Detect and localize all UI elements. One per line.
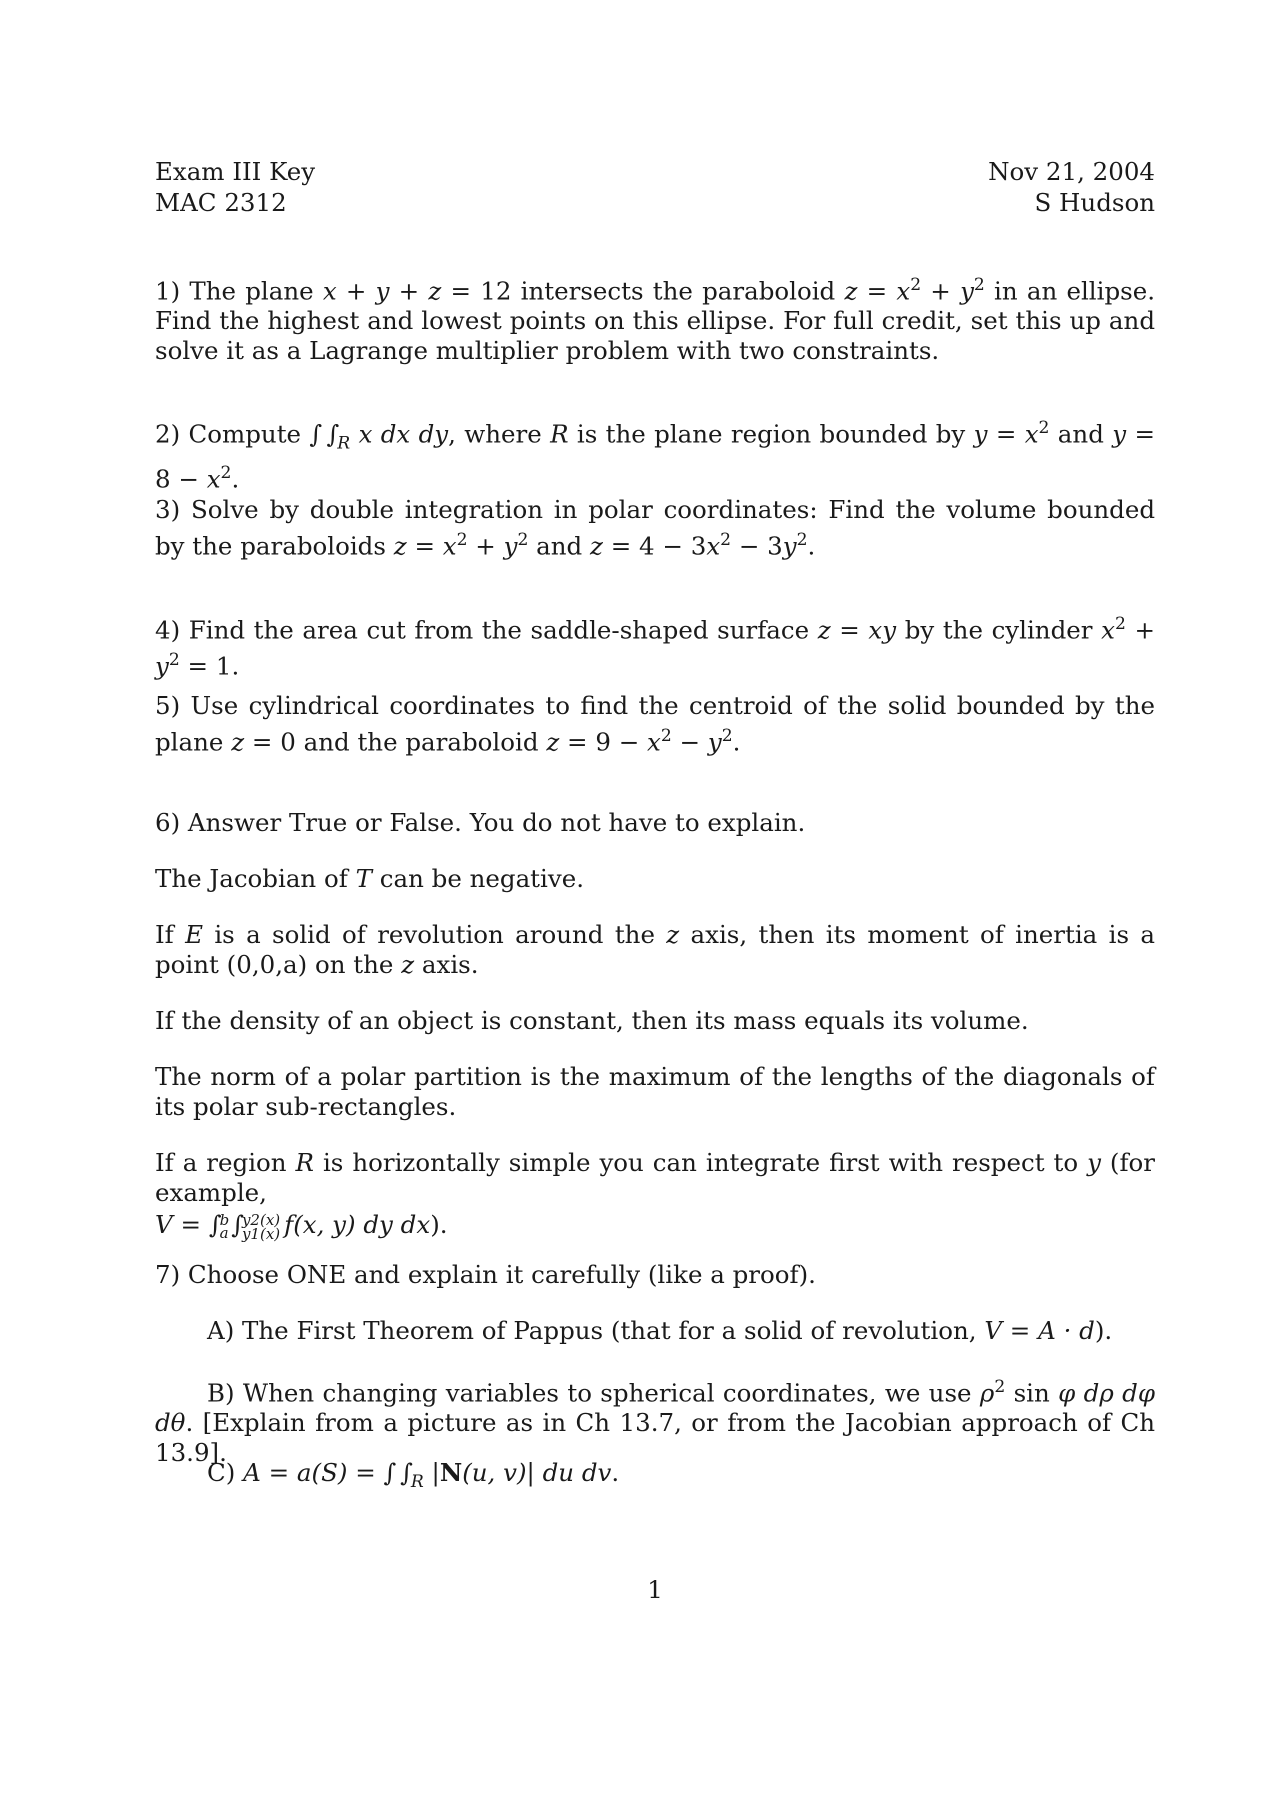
- q6-statement-3: If the density of an object is constant, then its mass equals its volume.: [155, 1006, 1029, 1035]
- course-code: MAC 2312: [155, 188, 287, 217]
- instructor: S Hudson: [1034, 188, 1155, 217]
- header-left: [155, 157, 755, 219]
- header-right: [755, 157, 1155, 219]
- q6-statement-1: The Jacobian of T can be negative.: [155, 864, 584, 893]
- q6-statement-5-formula: V = ∫ b a ∫ y2(x) y1(x) f(x, y) dy dx).: [155, 1210, 448, 1243]
- q6-statement-2: If E is a solid of revolution around the z axis, then its moment of inertia is a point (0,0,a) on the z axis.: [155, 920, 1155, 979]
- question-2-text: 2) Compute ∫ $\int_R$ x dx dy, where R is the plane region bounded by $y = x^2$ and $y = 8 - x^2$.: [155, 418, 1155, 494]
- question-5: [155, 691, 1155, 757]
- question-1: [155, 270, 1155, 366]
- question-3-text: 3) Solve by double integration in polar coordinates: Find the volume bounded by the paraboloids $z = x^2 + y^2$ and $z = 4 - 3x^2 - 3y^2$.: [155, 495, 1155, 561]
- exam-title: Exam III Key: [155, 157, 316, 186]
- question-6-intro: 6) Answer True or False. You do not have to explain.: [155, 808, 806, 837]
- question-3: [155, 495, 1155, 561]
- q6-statement-4: The norm of a polar partition is the maximum of the lengths of the diagonals of its polar sub-rectangles.: [155, 1062, 1155, 1121]
- q6-statement-5: If a region R is horizontally simple you can integrate first with respect to y (for example, V = ∫ b a ∫ y2(x) y1(x) f(x, y) dy dx).: [155, 1148, 1155, 1243]
- question-5-text: 5) Use cylindrical coordinates to find the centroid of the solid bounded by the plane z = 0 and the paraboloid $z = 9 - x^2 - y^2$.: [155, 691, 1155, 757]
- q7-option-c: C) A = a(S) = ∫ $\int_R$ |N(u, v)| du dv.: [207, 1458, 620, 1492]
- question-2: [155, 413, 1155, 495]
- q7-option-b: B) When changing variables to spherical coordinates, we use $\rho^2$ sin φ dρ dφ dθ. [Explain from a picture as in Ch 13.7, or from the Jacobian approach of Ch 13.9].: [155, 1377, 1155, 1468]
- question-1-text: 1) The plane x + y + z = 12 intersects the paraboloid $z = x^2 + y^2$ in an ellipse. Find the highest and lowest points on this ellipse. For full credit, set this up and solve it as a Lagrange multiplier problem with two constraints.: [155, 275, 1156, 366]
- question-4: [155, 609, 1155, 682]
- question-7-intro: 7) Choose ONE and explain it carefully (like a proof).: [155, 1260, 816, 1289]
- question-4-text: 4) Find the area cut from the saddle-shaped surface z = xy by the cylinder $x^2 + y^2 = 1$.: [155, 614, 1155, 681]
- page-number: 1: [647, 1575, 663, 1604]
- exam-date: Nov 21, 2004: [988, 157, 1155, 186]
- exam-page: [155, 0, 1155, 1811]
- q7-option-a: A) The First Theorem of Pappus (that for a solid of revolution, V = A · d).: [207, 1316, 1113, 1345]
